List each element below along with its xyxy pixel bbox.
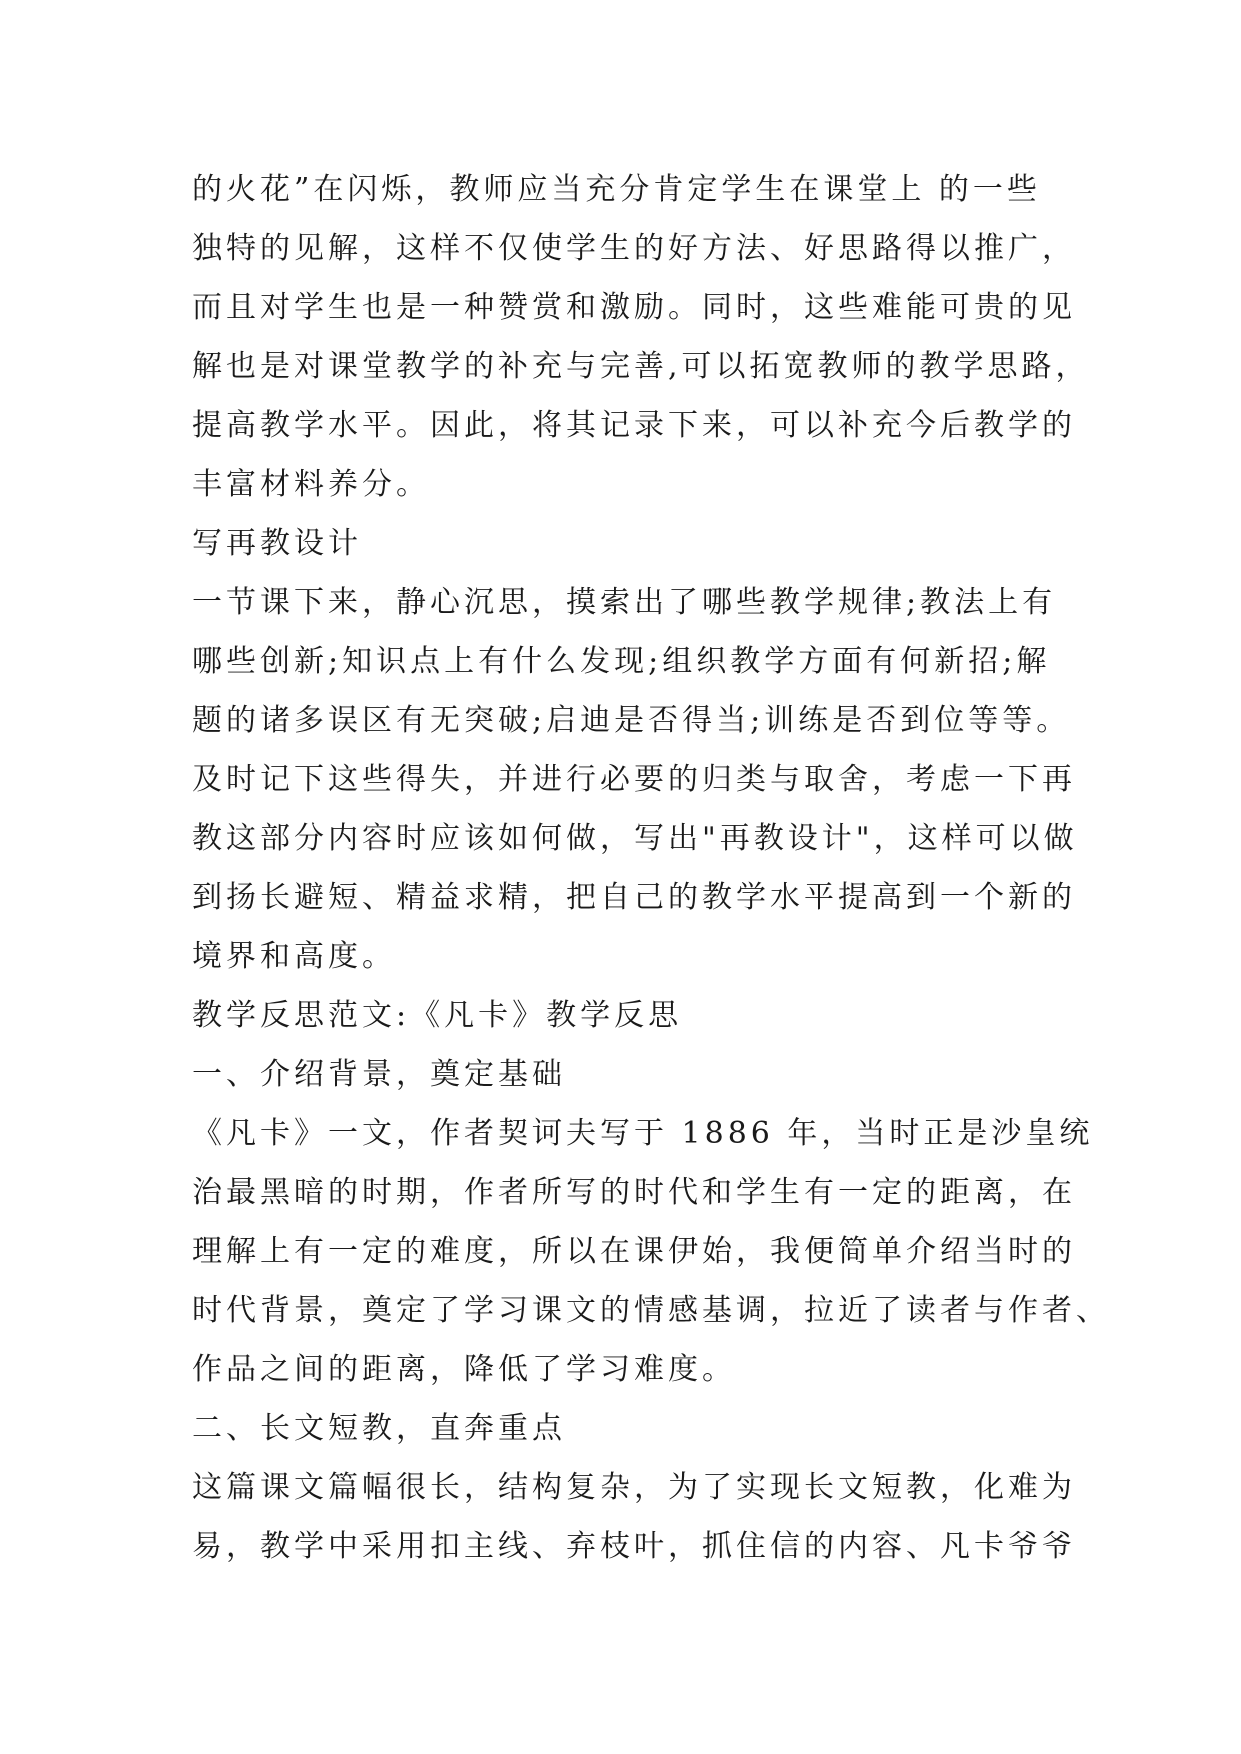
text-line: 易，教学中采用扣主线、弃枝叶，抓住信的内容、凡卡爷爷: [192, 1529, 1076, 1564]
text-line: 教这部分内容时应该如何做，写出"再教设计"，这样可以做: [192, 821, 1078, 856]
section-heading: 教学反思范文:《凡卡》教学反思: [192, 998, 683, 1033]
body-text: [192, 160, 1110, 1576]
text-line: 的火花”在闪烁，教师应当充分肯定学生在课堂上 的一些: [192, 172, 1041, 207]
text-line: 一节课下来，静心沉思，摸索出了哪些教学规律;教法上有: [192, 585, 1057, 620]
text-line: 到扬长避短、精益求精，把自己的教学水平提高到一个新的: [192, 880, 1076, 915]
text-line: 境界和高度。: [192, 939, 396, 974]
text-line: 《凡卡》一文，作者契诃夫写于 1886 年，当时正是沙皇统: [192, 1116, 1094, 1151]
text-line: 这篇课文篇幅很长，结构复杂，为了实现长文短教，化难为: [192, 1470, 1076, 1505]
text-line: 作品之间的距离，降低了学习难度。: [192, 1352, 736, 1387]
text-line: 题的诸多误区有无突破;启迪是否得当;训练是否到位等等。: [192, 703, 1071, 738]
text-line: 时代背景，奠定了学习课文的情感基调，拉近了读者与作者、: [192, 1293, 1110, 1328]
section-heading: 一、介绍背景，奠定基础: [192, 1057, 566, 1092]
text-line: 丰富材料养分。: [192, 467, 430, 502]
text-line: 理解上有一定的难度，所以在课伊始，我便简单介绍当时的: [192, 1234, 1076, 1269]
section-heading: 二、长文短教，直奔重点: [192, 1411, 566, 1446]
text-line: 及时记下这些得失，并进行必要的归类与取舍，考虑一下再: [192, 762, 1076, 797]
text-line: 而且对学生也是一种赞赏和激励。同时，这些难能可贵的见: [192, 290, 1076, 325]
section-heading: 写再教设计: [192, 526, 362, 561]
text-line: 解也是对课堂教学的补充与完善,可以拓宽教师的教学思路，: [192, 349, 1090, 384]
text-line: 治最黑暗的时期，作者所写的时代和学生有一定的距离，在: [192, 1175, 1076, 1210]
text-line: 哪些创新;知识点上有什么发现;组织教学方面有何新招;解: [192, 644, 1051, 679]
text-line: 独特的见解，这样不仅使学生的好方法、好思路得以推广，: [192, 231, 1076, 266]
text-line: 提高教学水平。因此，将其记录下来，可以补充今后教学的: [192, 408, 1076, 443]
